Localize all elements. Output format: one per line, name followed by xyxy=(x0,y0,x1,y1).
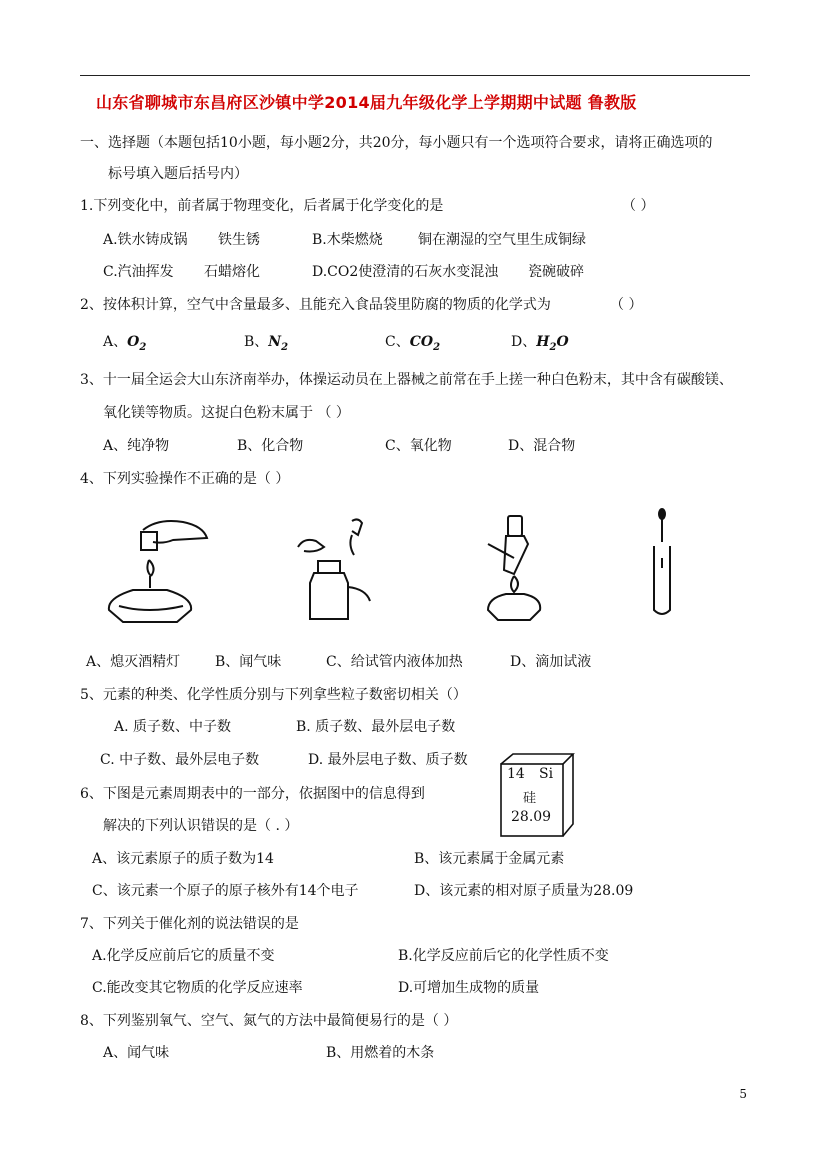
q2-option-a[interactable] xyxy=(103,331,146,353)
q1-option-d[interactable]: D.CO2使澄清的石灰水变混浊 xyxy=(312,264,499,280)
q5-option-a[interactable]: A. 质子数、中子数 xyxy=(114,719,232,735)
page-number: 5 xyxy=(739,1087,747,1101)
q2-option-b-label: B、 xyxy=(244,334,269,350)
q2-formula-a-sub: 2 xyxy=(139,341,147,353)
q7-option-b[interactable]: B.化学反应前后它的化学性质不变 xyxy=(398,948,609,964)
q2-formula-d-sub: 2 xyxy=(549,341,557,353)
q7-stem: 7、下列关于催化剂的说法错误的是 xyxy=(80,916,299,932)
cube-outline xyxy=(499,752,575,838)
q1-option-a-second: 铁生锈 xyxy=(218,232,260,248)
q2-stem: 2、按体积计算，空气中含量最多、且能充入食品袋里防腐的物质的化学式为 xyxy=(80,297,551,313)
cell-element-name: 硅 xyxy=(523,791,537,806)
q4-stem: 4、下列实验操作不正确的是（ ） xyxy=(80,471,290,487)
q2-formula-c-sub: 2 xyxy=(433,341,441,353)
q2-answer-bracket[interactable]: （ ） xyxy=(610,297,643,313)
q3-stem-line1: 3、十一届全运会大山东济南举办，体操运动员在上器械之前常在手上搓一种白色粉末，其中含有碳酸镁、 xyxy=(80,372,733,388)
q2-formula-d: H xyxy=(536,334,550,350)
q1-option-c-second: 石蜡熔化 xyxy=(204,264,260,280)
q8-stem: 8、下列鉴别氧气、空气、氮气的方法中最简便易行的是（ ） xyxy=(80,1013,458,1029)
q1-stem: 1.下列变化中，前者属于物理变化，后者属于化学变化的是 xyxy=(80,198,444,214)
q6-stem-line1: 6、下图是元素周期表中的一部分，依据图中的信息得到 xyxy=(80,786,425,802)
q1-option-d-second: 瓷碗破碎 xyxy=(528,264,584,280)
q2-option-c-label: C、 xyxy=(385,334,410,350)
q7-option-d[interactable]: D.可增加生成物的质量 xyxy=(398,980,540,996)
cell-atomic-number: 14 xyxy=(507,766,525,782)
q1-option-c[interactable]: C.汽油挥发 xyxy=(103,264,174,280)
q7-option-a[interactable]: A.化学反应前后它的质量不变 xyxy=(92,948,275,964)
q3-option-c[interactable]: C、氧化物 xyxy=(385,438,452,454)
q1-option-b[interactable]: B.木柴燃烧 xyxy=(312,232,383,248)
q2-formula-a: O xyxy=(127,334,140,350)
smell-gas-illustration xyxy=(296,515,378,625)
q6-stem-line2: 解决的下列认识错误的是（ . ） xyxy=(103,818,299,834)
q6-option-b[interactable]: B、该元素属于金属元素 xyxy=(414,851,565,867)
q3-option-d[interactable]: D、混合物 xyxy=(508,438,576,454)
cell-symbol: Si xyxy=(539,766,554,782)
q2-formula-d-tail: O xyxy=(556,334,569,350)
q8-option-b[interactable]: B、用燃着的木条 xyxy=(326,1045,435,1061)
dropper-illustration xyxy=(650,506,674,618)
cell-atomic-mass: 28.09 xyxy=(511,809,552,825)
q2-formula-b: N xyxy=(268,334,282,350)
q5-stem: 5、元素的种类、化学性质分别与下列拿些粒子数密切相关（） xyxy=(80,687,467,703)
q2-option-a-label: A、 xyxy=(103,334,128,350)
section-heading-cont: 标号填入题后括号内） xyxy=(108,166,248,182)
q5-option-c[interactable]: C. 中子数、最外层电子数 xyxy=(100,752,260,768)
q2-formula-b-sub: 2 xyxy=(281,341,289,353)
header-rule xyxy=(80,75,750,76)
alcohol-lamp-cap-illustration xyxy=(103,510,213,625)
q1-option-b-second: 铜在潮湿的空气里生成铜绿 xyxy=(418,232,586,248)
q5-option-d[interactable]: D. 最外层电子数、质子数 xyxy=(308,752,468,768)
heat-test-tube-illustration xyxy=(484,514,550,626)
q1-option-a[interactable]: A.铁水铸成锅 xyxy=(103,232,188,248)
q4-option-b[interactable]: B、闻气味 xyxy=(215,654,282,670)
q6-option-a[interactable]: A、该元素原子的质子数为14 xyxy=(92,851,274,867)
q6-option-d[interactable]: D、该元素的相对原子质量为28.09 xyxy=(414,883,634,899)
q4-option-a[interactable]: A、熄灭酒精灯 xyxy=(86,654,181,670)
q2-option-d[interactable] xyxy=(511,331,569,353)
page-title: 山东省聊城市东昌府区沙镇中学2014届九年级化学上学期期中试题 鲁教版 xyxy=(96,93,637,112)
q3-option-b[interactable]: B、化合物 xyxy=(237,438,304,454)
q4-option-d[interactable]: D、滴加试液 xyxy=(510,654,592,670)
section-heading: 一、选择题（本题包括10小题，每小题2分，共20分，每小题只有一个选项符合要求，请将正确选项的 xyxy=(80,135,713,151)
q3-option-a[interactable]: A、纯净物 xyxy=(103,438,170,454)
q2-formula-c: CO xyxy=(409,334,434,350)
q5-option-b[interactable]: B. 质子数、最外层电子数 xyxy=(296,719,456,735)
q4-option-c[interactable]: C、给试管内液体加热 xyxy=(326,654,463,670)
q2-option-c[interactable] xyxy=(385,331,440,353)
q2-option-b[interactable] xyxy=(244,331,288,353)
q6-option-c[interactable]: C、该元素一个原子的原子核外有14个电子 xyxy=(92,883,359,899)
q1-answer-bracket[interactable]: （ ） xyxy=(622,198,655,214)
q7-option-c[interactable]: C.能改变其它物质的化学反应速率 xyxy=(92,980,303,996)
periodic-table-cell xyxy=(499,752,575,838)
q3-stem-line2: 氧化镁等物质。这捉白色粉末属于 （ ） xyxy=(103,405,350,421)
q8-option-a[interactable]: A、闻气味 xyxy=(103,1045,170,1061)
q2-option-d-label: D、 xyxy=(511,334,537,350)
